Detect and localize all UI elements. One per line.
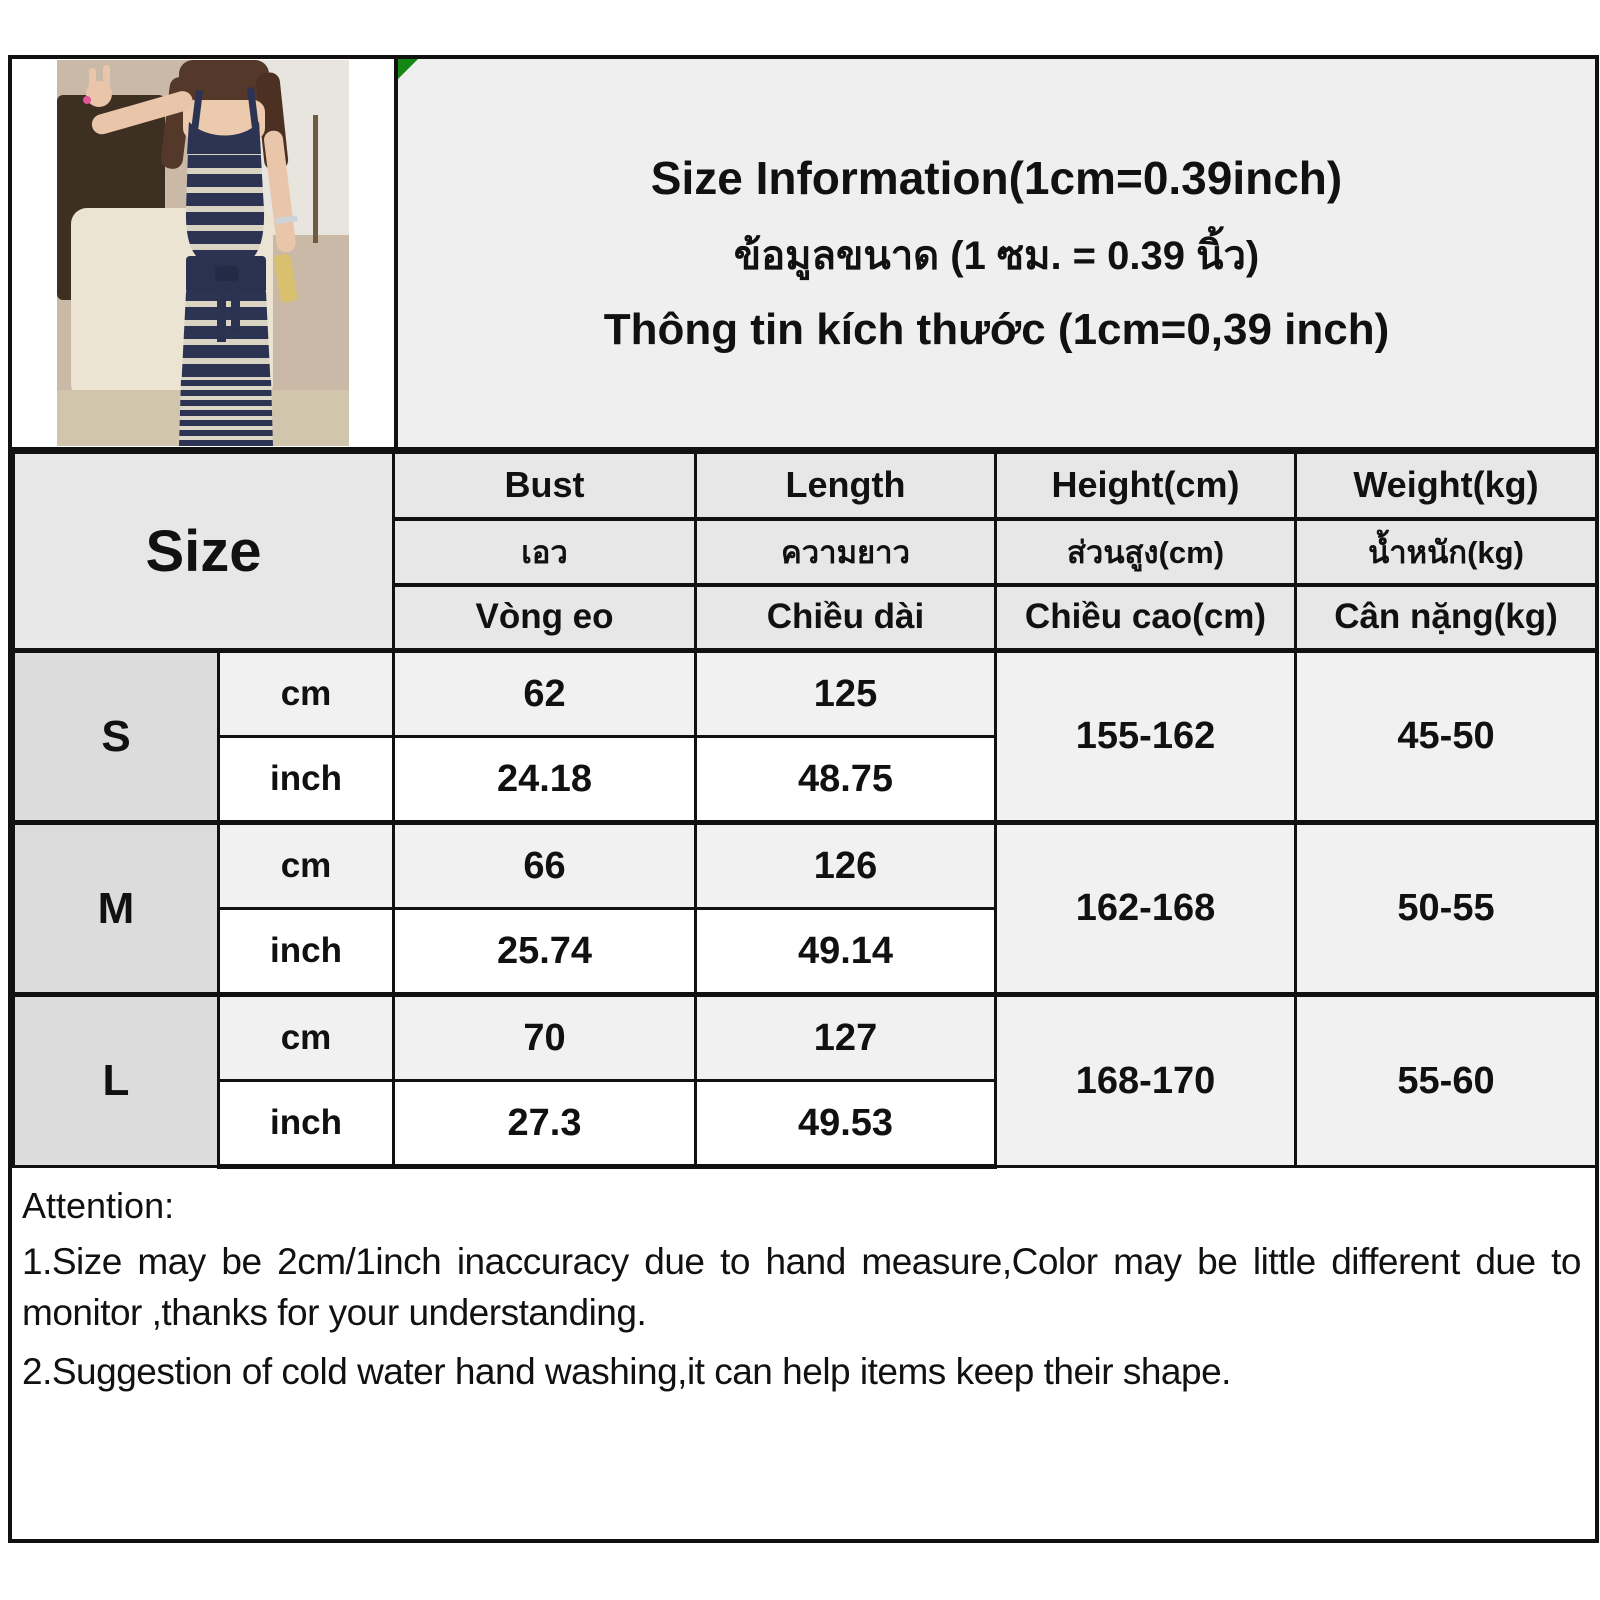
m-height-range: 162-168 [996,823,1296,995]
attention-note-1: 1.Size may be 2cm/1inch inaccuracy due to hand measure,Color may be little different due to monitor ,thanks for your understanding. [22,1241,1581,1334]
row-s-cm [14,651,1597,737]
unit-cm-label: cm [219,995,394,1081]
product-photo [57,60,349,446]
attention-note-2: 2.Suggestion of cold water hand washing,it can help items keep their shape. [22,1351,1231,1393]
size-m-label: M [14,823,219,995]
row-l-cm [14,995,1597,1081]
col-header-height-vi: Chiều cao(cm) [996,585,1296,651]
l-weight-range: 55-60 [1296,995,1597,1167]
unit-inch-label: inch [219,1081,394,1167]
banner [12,59,1595,451]
col-header-weight-en: Weight(kg) [1296,453,1597,519]
col-header-weight-vi: Cân nặng(kg) [1296,585,1597,651]
row-m-cm [14,823,1597,909]
title-thai: ข้อมูลขนาด (1 ซม. = 0.39 นิ้ว) [733,234,1260,278]
col-header-weight-th: น้ำหนัก(kg) [1296,519,1597,585]
m-length-cm: 126 [696,823,996,909]
l-length-inch: 49.53 [696,1081,996,1167]
s-length-cm: 125 [696,651,996,737]
s-bust-inch: 24.18 [394,737,696,823]
size-l-label: L [14,995,219,1167]
col-header-length-th: ความยาว [696,519,996,585]
col-header-length-vi: Chiều dài [696,585,996,651]
s-length-inch: 48.75 [696,737,996,823]
product-photo-cell [12,59,398,447]
m-weight-range: 50-55 [1296,823,1597,995]
unit-cm-label: cm [219,651,394,737]
attention-title: Attention: [22,1185,175,1226]
s-weight-range: 45-50 [1296,651,1597,823]
unit-cm-label: cm [219,823,394,909]
size-table [12,451,1598,1169]
l-height-range: 168-170 [996,995,1296,1167]
l-length-cm: 127 [696,995,996,1081]
m-bust-inch: 25.74 [394,909,696,995]
green-corner-marker-icon [398,59,418,79]
l-bust-cm: 70 [394,995,696,1081]
col-header-bust-th: เอว [394,519,696,585]
title-english: Size Information(1cm=0.39inch) [650,152,1343,204]
s-height-range: 155-162 [996,651,1296,823]
m-length-inch: 49.14 [696,909,996,995]
l-bust-inch: 27.3 [394,1081,696,1167]
unit-inch-label: inch [219,737,394,823]
header-row-english [14,453,1597,519]
col-header-bust-vi: Vòng eo [394,585,696,651]
unit-inch-label: inch [219,909,394,995]
col-header-height-th: ส่วนสูง(cm) [996,519,1296,585]
size-chart-sheet [8,55,1599,1543]
title-vietnamese: Thông tin kích thước (1cm=0,39 inch) [603,305,1390,354]
size-header-cell: Size [14,453,394,651]
s-bust-cm: 62 [394,651,696,737]
col-header-height-en: Height(cm) [996,453,1296,519]
m-bust-cm: 66 [394,823,696,909]
attention-section [12,1169,1595,1539]
col-header-bust-en: Bust [394,453,696,519]
size-s-label: S [14,651,219,823]
banner-title-cell [398,59,1595,447]
col-header-length-en: Length [696,453,996,519]
